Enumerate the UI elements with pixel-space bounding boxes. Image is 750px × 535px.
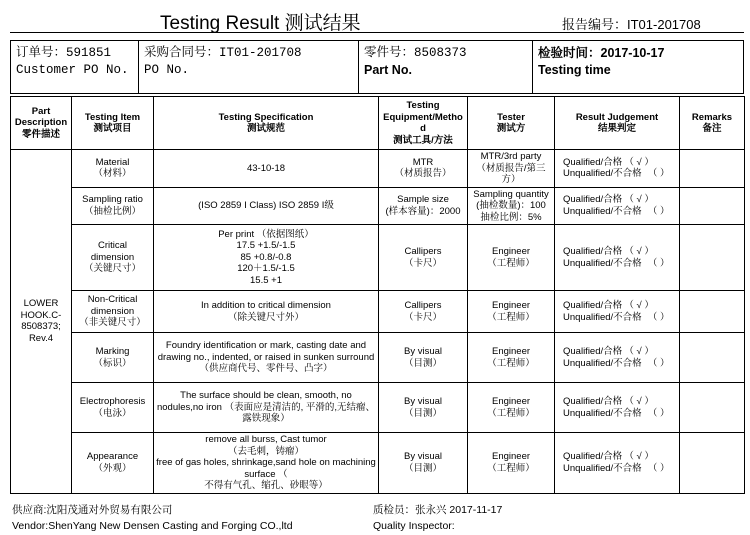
testing-equipment-line: Callipers: [404, 246, 442, 257]
remarks-cell: [680, 383, 745, 433]
unqualified-option: [563, 358, 677, 370]
testing-equipment-line: （材质报告）: [394, 168, 452, 180]
tester-line: （工程师）: [487, 407, 535, 419]
tester-line: Sampling quantity: [473, 188, 549, 200]
column-header-line: 测试项目: [93, 123, 132, 134]
qualified-option: [563, 246, 677, 258]
table-row: [11, 291, 745, 333]
column-header-line: Remarks: [691, 111, 733, 123]
qualified-option: [563, 346, 677, 358]
inspector-cn: 质检员：张永兴 2017-11-17: [373, 504, 503, 516]
qualified-checkmark: （ √ ）: [624, 194, 654, 206]
result-judgement-cell: [555, 291, 680, 333]
column-header-line: 测试规范: [246, 123, 285, 134]
testing-item-line: Non-Critical: [87, 294, 138, 306]
unqualified-mark: （ ）: [647, 311, 670, 323]
table-row: [11, 433, 745, 494]
judgement-label: Unqualified/不合格: [563, 311, 642, 323]
testing-spec-cell: [154, 187, 379, 225]
column-header-line: 零件描述: [21, 128, 60, 140]
testing-equipment-line: （卡尺）: [403, 311, 442, 323]
testing-spec-line: Per print （依据图纸）: [218, 228, 314, 240]
part-description-line: Rev.4: [28, 332, 54, 344]
testing-spec-line: （供应商代号、零件号、凸字）: [199, 363, 333, 375]
testing-spec-cell: [154, 150, 379, 188]
info-table: [10, 40, 744, 94]
tester-cell: [468, 291, 555, 333]
column-header-line: Result Judgement: [575, 111, 659, 123]
supplier-cn: 供应商:沈阳茂通对外贸易有限公司: [12, 504, 173, 516]
testing-equipment-cell: [379, 383, 468, 433]
testing-spec-line: 不得有气孔、缩孔、砂眼等）: [204, 480, 328, 491]
part-number-cell: [359, 41, 533, 94]
contract-number-label-en: PO No.: [144, 63, 190, 77]
tester-line: （工程师）: [487, 462, 535, 474]
tester-cell: [468, 150, 555, 188]
inspector-en: Quality Inspector:: [373, 520, 455, 532]
testing-spec-cell: [154, 291, 379, 333]
column-header-line: Testing: [406, 100, 440, 111]
testing-equipment-cell: [379, 433, 468, 494]
testing-spec-line: surface （: [244, 468, 288, 480]
result-judgement-cell: [555, 187, 680, 225]
testing-spec-line: 120＋1.5/-1.5: [237, 263, 295, 275]
testing-time-cell: [533, 41, 744, 94]
part-number-label-en: Part No.: [364, 63, 412, 77]
unqualified-option: [563, 312, 677, 324]
judgement-label: Qualified/合格: [563, 346, 623, 357]
remarks-cell: [680, 291, 745, 333]
tester-line: (抽检数量)：100: [476, 200, 546, 211]
testing-time: 检验时间：2017-10-17: [538, 46, 665, 60]
tester-line: Engineer: [491, 246, 531, 257]
column-header-line: 测试工具/方法: [393, 134, 453, 146]
testing-item-cell: [72, 433, 154, 494]
testing-spec-line: 15.5 +1: [250, 274, 282, 286]
testing-equipment-line: （卡尺）: [403, 257, 442, 269]
qualified-option: [563, 300, 677, 312]
tester-line: Engineer: [491, 396, 531, 407]
unqualified-mark: （ ）: [647, 205, 670, 217]
qualified-checkmark: （ √ ）: [624, 396, 654, 407]
testing-item-line: Electrophoresis: [79, 396, 146, 407]
testing-item-cell: [72, 150, 154, 188]
testing-spec-line: 85 +0.8/-0.8: [240, 251, 292, 263]
column-header-line: Testing Specification: [218, 111, 314, 123]
table-header-row: [11, 97, 745, 150]
testing-result-table: [10, 96, 745, 494]
testing-equipment-line: （目测）: [403, 357, 442, 369]
qualified-checkmark: （ √ ）: [624, 346, 654, 357]
tester-line: （工程师）: [487, 311, 535, 323]
unqualified-option: [563, 463, 677, 475]
part-number: 零件号：8508373: [364, 46, 467, 60]
judgement-label: Unqualified/不合格: [563, 407, 642, 419]
testing-item-line: （外观）: [93, 462, 132, 474]
unqualified-mark: （ ）: [647, 357, 670, 369]
tester-cell: [468, 383, 555, 433]
tester-cell: [468, 225, 555, 291]
testing-item-line: （关键尺寸）: [83, 263, 141, 275]
testing-equipment-cell: [379, 291, 468, 333]
testing-spec-cell: [154, 333, 379, 383]
testing-item-line: dimension: [90, 251, 135, 263]
part-description-line: HOOK.C-: [20, 309, 62, 321]
table-row: [11, 225, 745, 291]
tester-line: MTR/3rd party: [480, 151, 542, 162]
testing-spec-cell: [154, 225, 379, 291]
judgement-label: Qualified/合格: [563, 451, 623, 463]
col-part-description: [11, 97, 72, 150]
testing-equipment-line: By visual: [403, 396, 442, 407]
judgement-label: Qualified/合格: [563, 194, 623, 206]
col-remarks: [680, 97, 745, 150]
testing-spec-line: （除关键尺寸外）: [227, 311, 304, 323]
tester-line: （材质报告/第三方）: [476, 162, 546, 185]
contract-number: 采购合同号：IT01-201708: [144, 46, 302, 60]
judgement-label: Qualified/合格: [563, 396, 623, 407]
qualified-option: [563, 451, 677, 463]
testing-equipment-cell: [379, 333, 468, 383]
tester-cell: [468, 333, 555, 383]
testing-spec-line: The surface should be clean, smooth, no: [180, 390, 352, 402]
qualified-option: [563, 157, 677, 169]
testing-equipment-line: By visual: [403, 346, 442, 357]
testing-equipment-line: (样本容量)：2000: [385, 205, 461, 217]
qualified-option: [563, 396, 677, 408]
col-result-judgement: [555, 97, 680, 150]
judgement-label: Unqualified/不合格: [563, 257, 642, 269]
unqualified-mark: （ ）: [647, 257, 670, 269]
unqualified-mark: （ ）: [647, 462, 670, 474]
testing-item-line: （非关键尺寸）: [79, 317, 146, 329]
column-header-line: Tester: [497, 111, 525, 123]
result-judgement-cell: [555, 433, 680, 494]
testing-spec-cell: [154, 433, 379, 494]
column-header-line: Testing Item: [84, 111, 141, 123]
contract-number-cell: [139, 41, 359, 94]
unqualified-option: [563, 258, 677, 270]
judgement-label: Unqualified/不合格: [563, 168, 642, 180]
part-description-cell: [11, 150, 72, 494]
col-testing-item: [72, 97, 154, 150]
testing-item-cell: [72, 187, 154, 225]
judgement-label: Qualified/合格: [563, 246, 623, 257]
result-judgement-cell: [555, 225, 680, 291]
unqualified-mark: （ ）: [647, 407, 670, 419]
column-header-line: d: [420, 123, 426, 134]
table-row: [11, 383, 745, 433]
testing-spec-line: 露铁现象）: [242, 413, 290, 425]
remarks-cell: [680, 225, 745, 291]
title-divider: [10, 32, 744, 33]
testing-equipment-line: MTR: [412, 156, 434, 168]
page-title: Testing Result 测试结果: [160, 13, 361, 34]
testing-spec-line: free of gas holes, shrinkage,sand hole on machining: [156, 457, 376, 468]
column-header-line: 结果判定: [597, 123, 636, 134]
report-number: 报告编号：IT01-201708: [562, 17, 701, 32]
qualified-checkmark: （ √ ）: [624, 300, 654, 311]
col-tester: [468, 97, 555, 150]
col-testing-equipment: [379, 97, 468, 150]
tester-line: Engineer: [491, 346, 531, 357]
remarks-cell: [680, 433, 745, 494]
part-description-line: 8508373;: [21, 321, 61, 333]
testing-item-line: （抽检比例）: [83, 205, 141, 217]
testing-item-line: Critical: [97, 240, 128, 252]
testing-item-line: （材料）: [93, 168, 132, 180]
testing-equipment-cell: [379, 225, 468, 291]
testing-item-line: Appearance: [86, 451, 139, 463]
unqualified-mark: （ ）: [647, 168, 670, 180]
judgement-label: Unqualified/不合格: [563, 205, 642, 217]
remarks-cell: [680, 333, 745, 383]
order-number: 订单号：591851: [16, 46, 112, 60]
unqualified-option: [563, 168, 677, 180]
testing-equipment-line: Sample size: [397, 194, 449, 206]
remarks-cell: [680, 187, 745, 225]
testing-equipment-line: By visual: [403, 451, 442, 463]
testing-item-line: （电泳）: [93, 407, 132, 419]
testing-item-line: dimension: [90, 305, 135, 317]
column-header-line: Part: [31, 105, 51, 117]
testing-item-line: Marking: [95, 346, 130, 357]
testing-equipment-line: Callipers: [404, 300, 442, 311]
testing-spec-cell: [154, 383, 379, 433]
result-judgement-cell: [555, 383, 680, 433]
order-number-label-en: Customer PO No.: [16, 63, 129, 77]
column-header-line: 备注: [702, 123, 722, 134]
testing-item-line: Sampling ratio: [82, 194, 143, 206]
qualified-option: [563, 194, 677, 206]
testing-item-cell: [72, 225, 154, 291]
column-header-line: Equipment/Metho: [383, 111, 463, 123]
result-judgement-cell: [555, 150, 680, 188]
tester-line: Engineer: [491, 300, 531, 311]
unqualified-option: [563, 408, 677, 420]
table-row: [11, 150, 745, 188]
col-testing-specification: [154, 97, 379, 150]
testing-equipment-cell: [379, 150, 468, 188]
qualified-checkmark: （ √ ）: [624, 156, 654, 168]
testing-spec-line: remove all burss, Cast tumor: [205, 434, 327, 445]
testing-equipment-line: （目测）: [403, 462, 442, 474]
testing-item-line: （标识）: [93, 357, 132, 369]
vendor-en: Vendor:ShenYang New Densen Casting and Forging CO.,ltd: [12, 520, 293, 532]
qualified-checkmark: （ √ ）: [624, 451, 654, 463]
testing-spec-line: In addition to critical dimension: [201, 300, 331, 311]
testing-item-cell: [72, 333, 154, 383]
judgement-label: Qualified/合格: [563, 156, 623, 168]
table-row: [11, 333, 745, 383]
tester-line: Engineer: [491, 451, 531, 463]
qualified-checkmark: （ √ ）: [624, 246, 654, 257]
remarks-cell: [680, 150, 745, 188]
testing-item-line: Material: [95, 156, 130, 168]
testing-spec-line: Foundry identification or mark, casting date and: [165, 340, 367, 352]
tester-cell: [468, 187, 555, 225]
judgement-label: Unqualified/不合格: [563, 357, 642, 369]
tester-line: 抽检比例：5%: [480, 211, 542, 223]
result-judgement-cell: [555, 333, 680, 383]
testing-spec-line: (ISO 2859 I Class) ISO 2859 I级: [198, 200, 334, 211]
judgement-label: Qualified/合格: [563, 300, 623, 311]
testing-spec-line: drawing no., indented, or raised in sunken surround: [157, 351, 375, 363]
tester-line: （工程师）: [487, 257, 535, 269]
table-row: [11, 187, 745, 225]
testing-item-cell: [72, 383, 154, 433]
testing-equipment-line: （目测）: [403, 407, 442, 419]
column-header-line: 测试方: [496, 123, 526, 134]
judgement-label: Unqualified/不合格: [563, 462, 642, 474]
testing-spec-line: （去毛刺，铸瘤）: [227, 445, 304, 457]
testing-equipment-cell: [379, 187, 468, 225]
tester-cell: [468, 433, 555, 494]
testing-spec-line: nodules,no iron （表面应是清洁的, 平滑的,无结瘤、: [156, 401, 376, 413]
testing-time-label-en: Testing time: [538, 63, 611, 77]
testing-item-cell: [72, 291, 154, 333]
part-description-line: LOWER: [23, 298, 59, 310]
unqualified-option: [563, 206, 677, 218]
testing-spec-line: 17.5 +1.5/-1.5: [236, 240, 296, 252]
column-header-line: Description: [14, 117, 68, 129]
tester-line: （工程师）: [487, 357, 535, 369]
testing-spec-line: 43-10-18: [246, 162, 286, 174]
order-number-cell: [11, 41, 139, 94]
